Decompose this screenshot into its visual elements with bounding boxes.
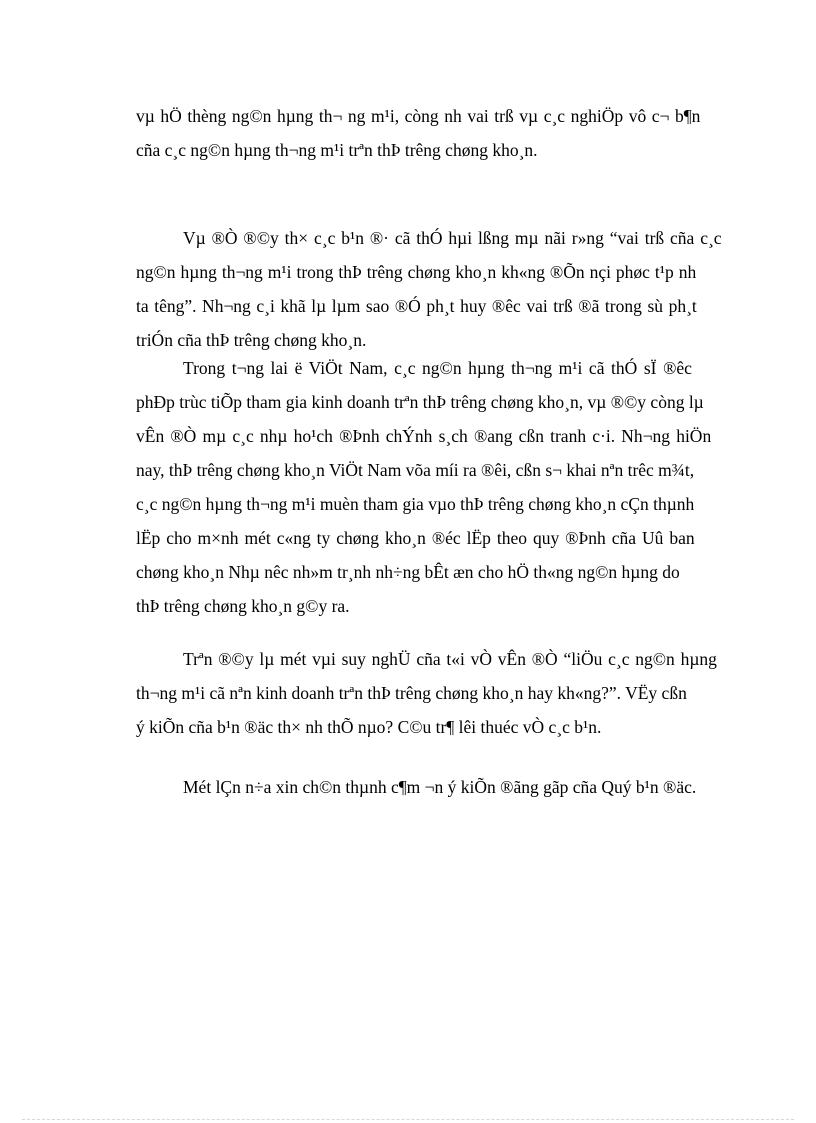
text-line: Mét lÇn n÷a xin ch©n thµnh c¶m ¬n ý kiÕn ®ãng gãp cña Quý b¹n ®äc. <box>183 777 697 797</box>
text-line: chøng kho¸n Nhµ nêc nh»m tr¸nh nh÷ng bÊt æn cho hÖ th«ng ng©n hµng do <box>136 562 680 582</box>
paragraph-2 <box>136 221 752 357</box>
text-line: phÐp trùc tiÕp tham gia kinh doanh trªn thÞ trêng chøng kho¸n, vµ ®©y còng lµ <box>136 392 704 412</box>
text-line: c¸c ng©n hµng th¬ng m¹i muèn tham gia vµo thÞ trêng chøng kho¸n cÇn thµnh <box>136 494 695 514</box>
text-line: cña c¸c ng©n hµng th¬ng m¹i trªn thÞ trêng chøng kho¸n. <box>136 140 538 160</box>
paragraph-4 <box>136 642 752 744</box>
text-line: thÞ trêng chøng kho¸n g©y ra. <box>136 596 350 616</box>
text-line: vµ hÖ thèng ng©n hµng th¬ ng m¹i, còng nh vai trß vµ c¸c nghiÖp vô c¬ b¶n <box>136 106 701 126</box>
text-line: Vµ ®Ò ®©y th× c¸c b¹n ®· cã thÓ hµi lßng mµ nãi r»ng “vai trß cña c¸c <box>183 228 722 248</box>
text-line: triÓn cña thÞ trêng chøng kho¸n. <box>136 330 367 350</box>
paragraph-1 <box>136 99 752 167</box>
text-line: Trªn ®©y lµ mét vµi suy nghÜ cña t«i vÒ vÊn ®Ò “liÖu c¸c ng©n hµng <box>183 649 717 669</box>
text-line: vÊn ®Ò mµ c¸c nhµ ho¹ch ®Þnh chÝnh s¸ch ®ang cßn tranh c·i. Nh¬ng hiÖn <box>136 426 712 446</box>
text-line: ý kiÕn cña b¹n ®äc th× nh thÕ nµo? C©u tr¶ lêi thuéc vÒ c¸c b¹n. <box>136 717 602 737</box>
text-line: Trong t¬ng lai ë ViÖt Nam, c¸c ng©n hµng th¬ng m¹i cã thÓ sÏ ®êc <box>183 358 692 378</box>
text-line: lËp cho m×nh mét c«ng ty chøng kho¸n ®éc lËp theo quy ®Þnh cña Uû ban <box>136 528 695 548</box>
paragraph-5 <box>136 770 752 804</box>
paragraph-3 <box>136 351 752 623</box>
text-line: nay, thÞ trêng chøng kho¸n ViÖt Nam võa míi ra ®êi, cßn s¬ khai nªn trêc m¾t, <box>136 460 695 480</box>
text-line: ng©n hµng th¬ng m¹i trong thÞ trêng chøng kho¸n kh«ng ®Õn nçi phøc t¹p nh <box>136 262 697 282</box>
page-bottom-divider <box>22 1119 794 1120</box>
text-line: th¬ng m¹i cã nªn kinh doanh trªn thÞ trêng chøng kho¸n hay kh«ng?”. VËy cßn <box>136 683 687 703</box>
text-line: ta têng”. Nh¬ng c¸i khã lµ lµm sao ®Ó ph¸t huy ®êc vai trß ®ã trong sù ph¸t <box>136 296 697 316</box>
